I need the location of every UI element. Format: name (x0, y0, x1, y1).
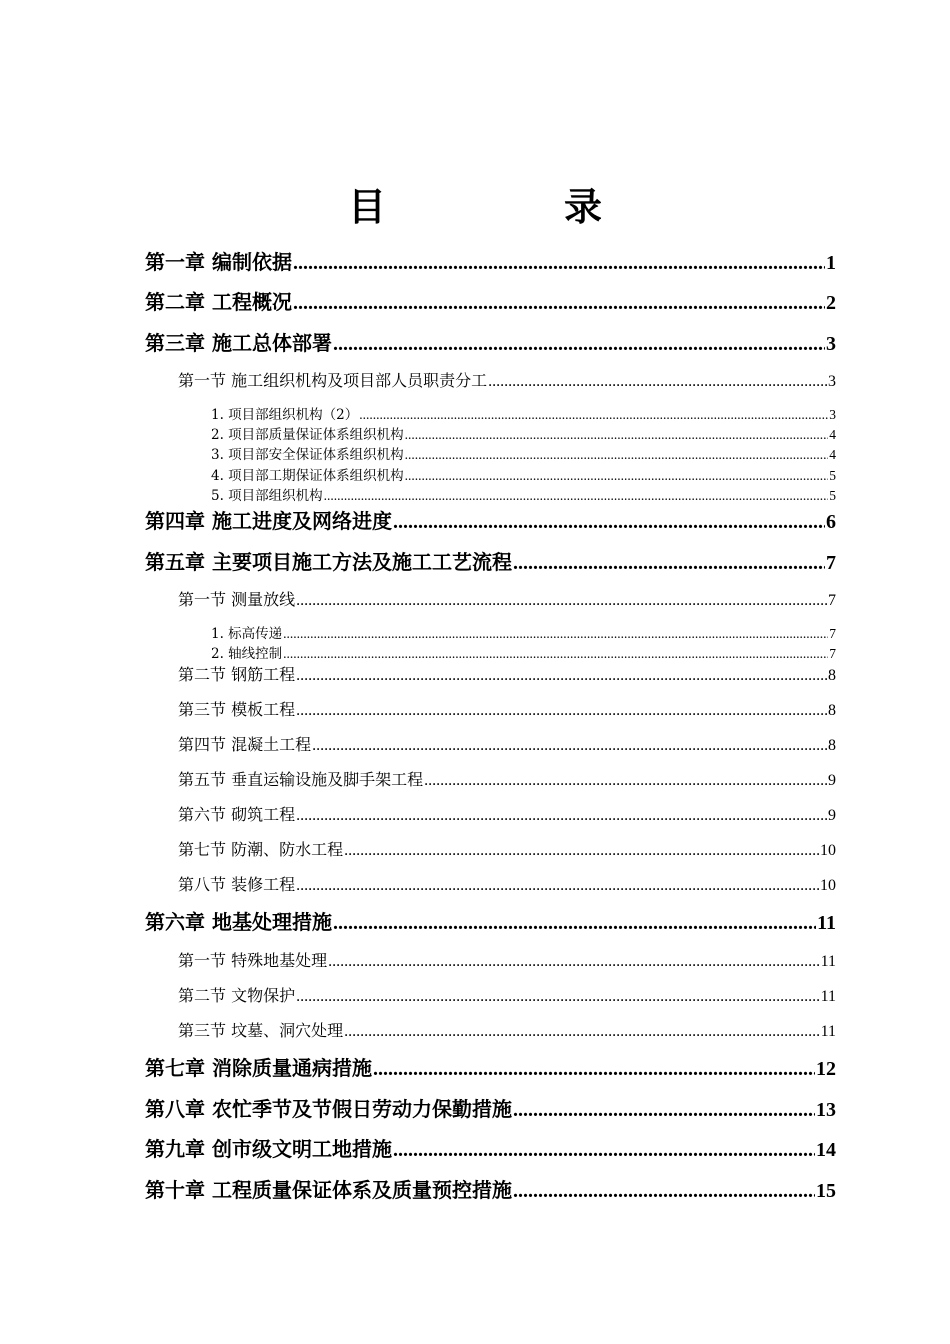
dot-leader (344, 1021, 820, 1043)
dot-leader (296, 665, 827, 687)
dot-leader (424, 770, 827, 792)
toc-section[interactable] (178, 950, 836, 973)
dot-leader (405, 467, 829, 485)
toc-page-number: 8 (828, 667, 836, 684)
toc-label: 第五节 垂直运输设施及脚手架工程 (178, 770, 424, 789)
toc-page-number: 7 (829, 626, 836, 641)
toc-page-number: 11 (820, 953, 836, 970)
toc-label: 1. 标高传递 (211, 626, 283, 642)
dot-leader (296, 590, 827, 612)
dot-leader (296, 986, 820, 1008)
toc-chapter-8[interactable] (145, 1096, 836, 1123)
toc-section[interactable] (178, 839, 836, 862)
toc-label: 2. 项目部质量保证体系组织机构 (211, 427, 404, 443)
toc-label: 第三节 坟墓、洞穴处理 (178, 1021, 344, 1040)
dot-leader (359, 406, 828, 424)
toc-label: 第三章 施工总体部署 (145, 331, 332, 355)
toc-page-number: 8 (828, 737, 836, 754)
toc-chapter-6[interactable] (145, 909, 836, 936)
dot-leader (333, 331, 825, 357)
toc-label: 第七章 消除质量通病措施 (145, 1056, 372, 1080)
toc-section[interactable] (178, 589, 836, 612)
toc-page-number: 4 (829, 427, 836, 442)
dot-leader (513, 550, 825, 576)
toc-page-number: 11 (820, 988, 836, 1005)
toc-page-number: 13 (816, 1099, 836, 1121)
toc-section[interactable] (178, 734, 836, 757)
dot-leader (405, 446, 829, 464)
toc-label: 第七节 防潮、防水工程 (178, 840, 344, 859)
toc-page-number: 9 (828, 772, 836, 789)
toc-subsection[interactable] (211, 426, 836, 444)
toc-label: 第二章 工程概况 (145, 290, 292, 314)
dot-leader (283, 625, 828, 643)
dot-leader (328, 951, 820, 973)
dot-leader (488, 371, 827, 393)
toc-page-number: 10 (820, 842, 836, 859)
toc-page-number: 2 (826, 292, 836, 314)
dot-leader (296, 700, 827, 722)
toc-label: 4. 项目部工期保证体系组织机构 (211, 468, 404, 484)
dot-leader (405, 426, 829, 444)
toc-page-number: 3 (826, 333, 836, 355)
toc-subsection[interactable] (211, 645, 836, 663)
toc-page-number: 5 (829, 488, 836, 503)
toc-subsection[interactable] (211, 406, 836, 424)
toc-label: 第一节 测量放线 (178, 590, 296, 609)
toc-label: 第四章 施工进度及网络进度 (145, 509, 392, 533)
toc-chapter-9[interactable] (145, 1136, 836, 1163)
toc-label: 第十章 工程质量保证体系及质量预控措施 (145, 1178, 512, 1202)
toc-label: 第九章 创市级文明工地措施 (145, 1137, 392, 1161)
toc-page-number: 8 (828, 702, 836, 719)
toc-section[interactable] (178, 699, 836, 722)
dot-leader (333, 910, 816, 936)
toc-page-number: 14 (816, 1139, 836, 1161)
toc-label: 2. 轴线控制 (211, 646, 283, 662)
dot-leader (312, 735, 827, 757)
toc-label: 1. 项目部组织机构（2） (211, 407, 359, 423)
toc-page-number: 4 (829, 447, 836, 462)
toc-section[interactable] (178, 664, 836, 687)
dot-leader (393, 509, 825, 535)
toc-section[interactable] (178, 769, 836, 792)
toc-label: 第六章 地基处理措施 (145, 910, 332, 934)
dot-leader (296, 875, 819, 897)
toc-subsection[interactable] (211, 446, 836, 464)
toc-chapter-2[interactable] (145, 289, 836, 316)
toc-page-number: 7 (829, 646, 836, 661)
toc-page-number: 9 (828, 807, 836, 824)
toc-subsection[interactable] (211, 625, 836, 643)
toc-section[interactable] (178, 804, 836, 827)
dot-leader (393, 1137, 815, 1163)
toc-page-number: 11 (820, 1023, 836, 1040)
toc-chapter-4[interactable] (145, 508, 836, 535)
dot-leader (373, 1056, 815, 1082)
toc-section[interactable] (178, 874, 836, 897)
dot-leader (293, 250, 825, 276)
toc-label: 第六节 砌筑工程 (178, 805, 296, 824)
toc-subsection[interactable] (211, 467, 836, 485)
toc-label: 第四节 混凝土工程 (178, 735, 312, 754)
toc-subsection[interactable] (211, 487, 836, 505)
dot-leader (344, 840, 819, 862)
dot-leader (324, 487, 829, 505)
toc-page-number: 15 (816, 1180, 836, 1202)
toc-page-number: 11 (817, 912, 836, 934)
toc-page-number: 6 (826, 511, 836, 533)
dot-leader (513, 1097, 815, 1123)
toc-page-number: 7 (826, 552, 836, 574)
toc-label: 5. 项目部组织机构 (211, 488, 323, 504)
toc-chapter-10[interactable] (145, 1177, 836, 1204)
toc-chapter-3[interactable] (145, 330, 836, 357)
toc-chapter-1[interactable] (145, 249, 836, 276)
toc-page-number: 3 (828, 373, 836, 390)
toc-chapter-5[interactable] (145, 549, 836, 576)
toc-label: 第八章 农忙季节及节假日劳动力保勤措施 (145, 1097, 512, 1121)
toc-page-number: 12 (816, 1058, 836, 1080)
toc-label: 第二节 文物保护 (178, 986, 296, 1005)
toc-label: 第五章 主要项目施工方法及施工工艺流程 (145, 550, 512, 574)
toc-page-number: 3 (829, 407, 836, 422)
toc-page-number: 7 (828, 592, 836, 609)
toc-section[interactable] (178, 1020, 836, 1043)
toc-label: 第二节 钢筋工程 (178, 665, 296, 684)
toc-label: 3. 项目部安全保证体系组织机构 (211, 447, 404, 463)
toc-label: 第一章 编制依据 (145, 250, 292, 274)
toc-label: 第一节 施工组织机构及项目部人员职责分工 (178, 371, 488, 390)
toc-label: 第八节 装修工程 (178, 875, 296, 894)
toc-label: 第一节 特殊地基处理 (178, 951, 328, 970)
dot-leader (293, 290, 825, 316)
dot-leader (513, 1178, 815, 1204)
toc-page-number: 5 (829, 468, 836, 483)
toc-section[interactable] (178, 985, 836, 1008)
toc-chapter-7[interactable] (145, 1055, 836, 1082)
toc-page-number: 10 (820, 877, 836, 894)
toc-label: 第三节 模板工程 (178, 700, 296, 719)
toc-title: 目 录 (347, 185, 672, 229)
dot-leader (283, 645, 828, 663)
toc-page-number: 1 (826, 252, 836, 274)
dot-leader (296, 805, 827, 827)
toc-section[interactable] (178, 370, 836, 393)
